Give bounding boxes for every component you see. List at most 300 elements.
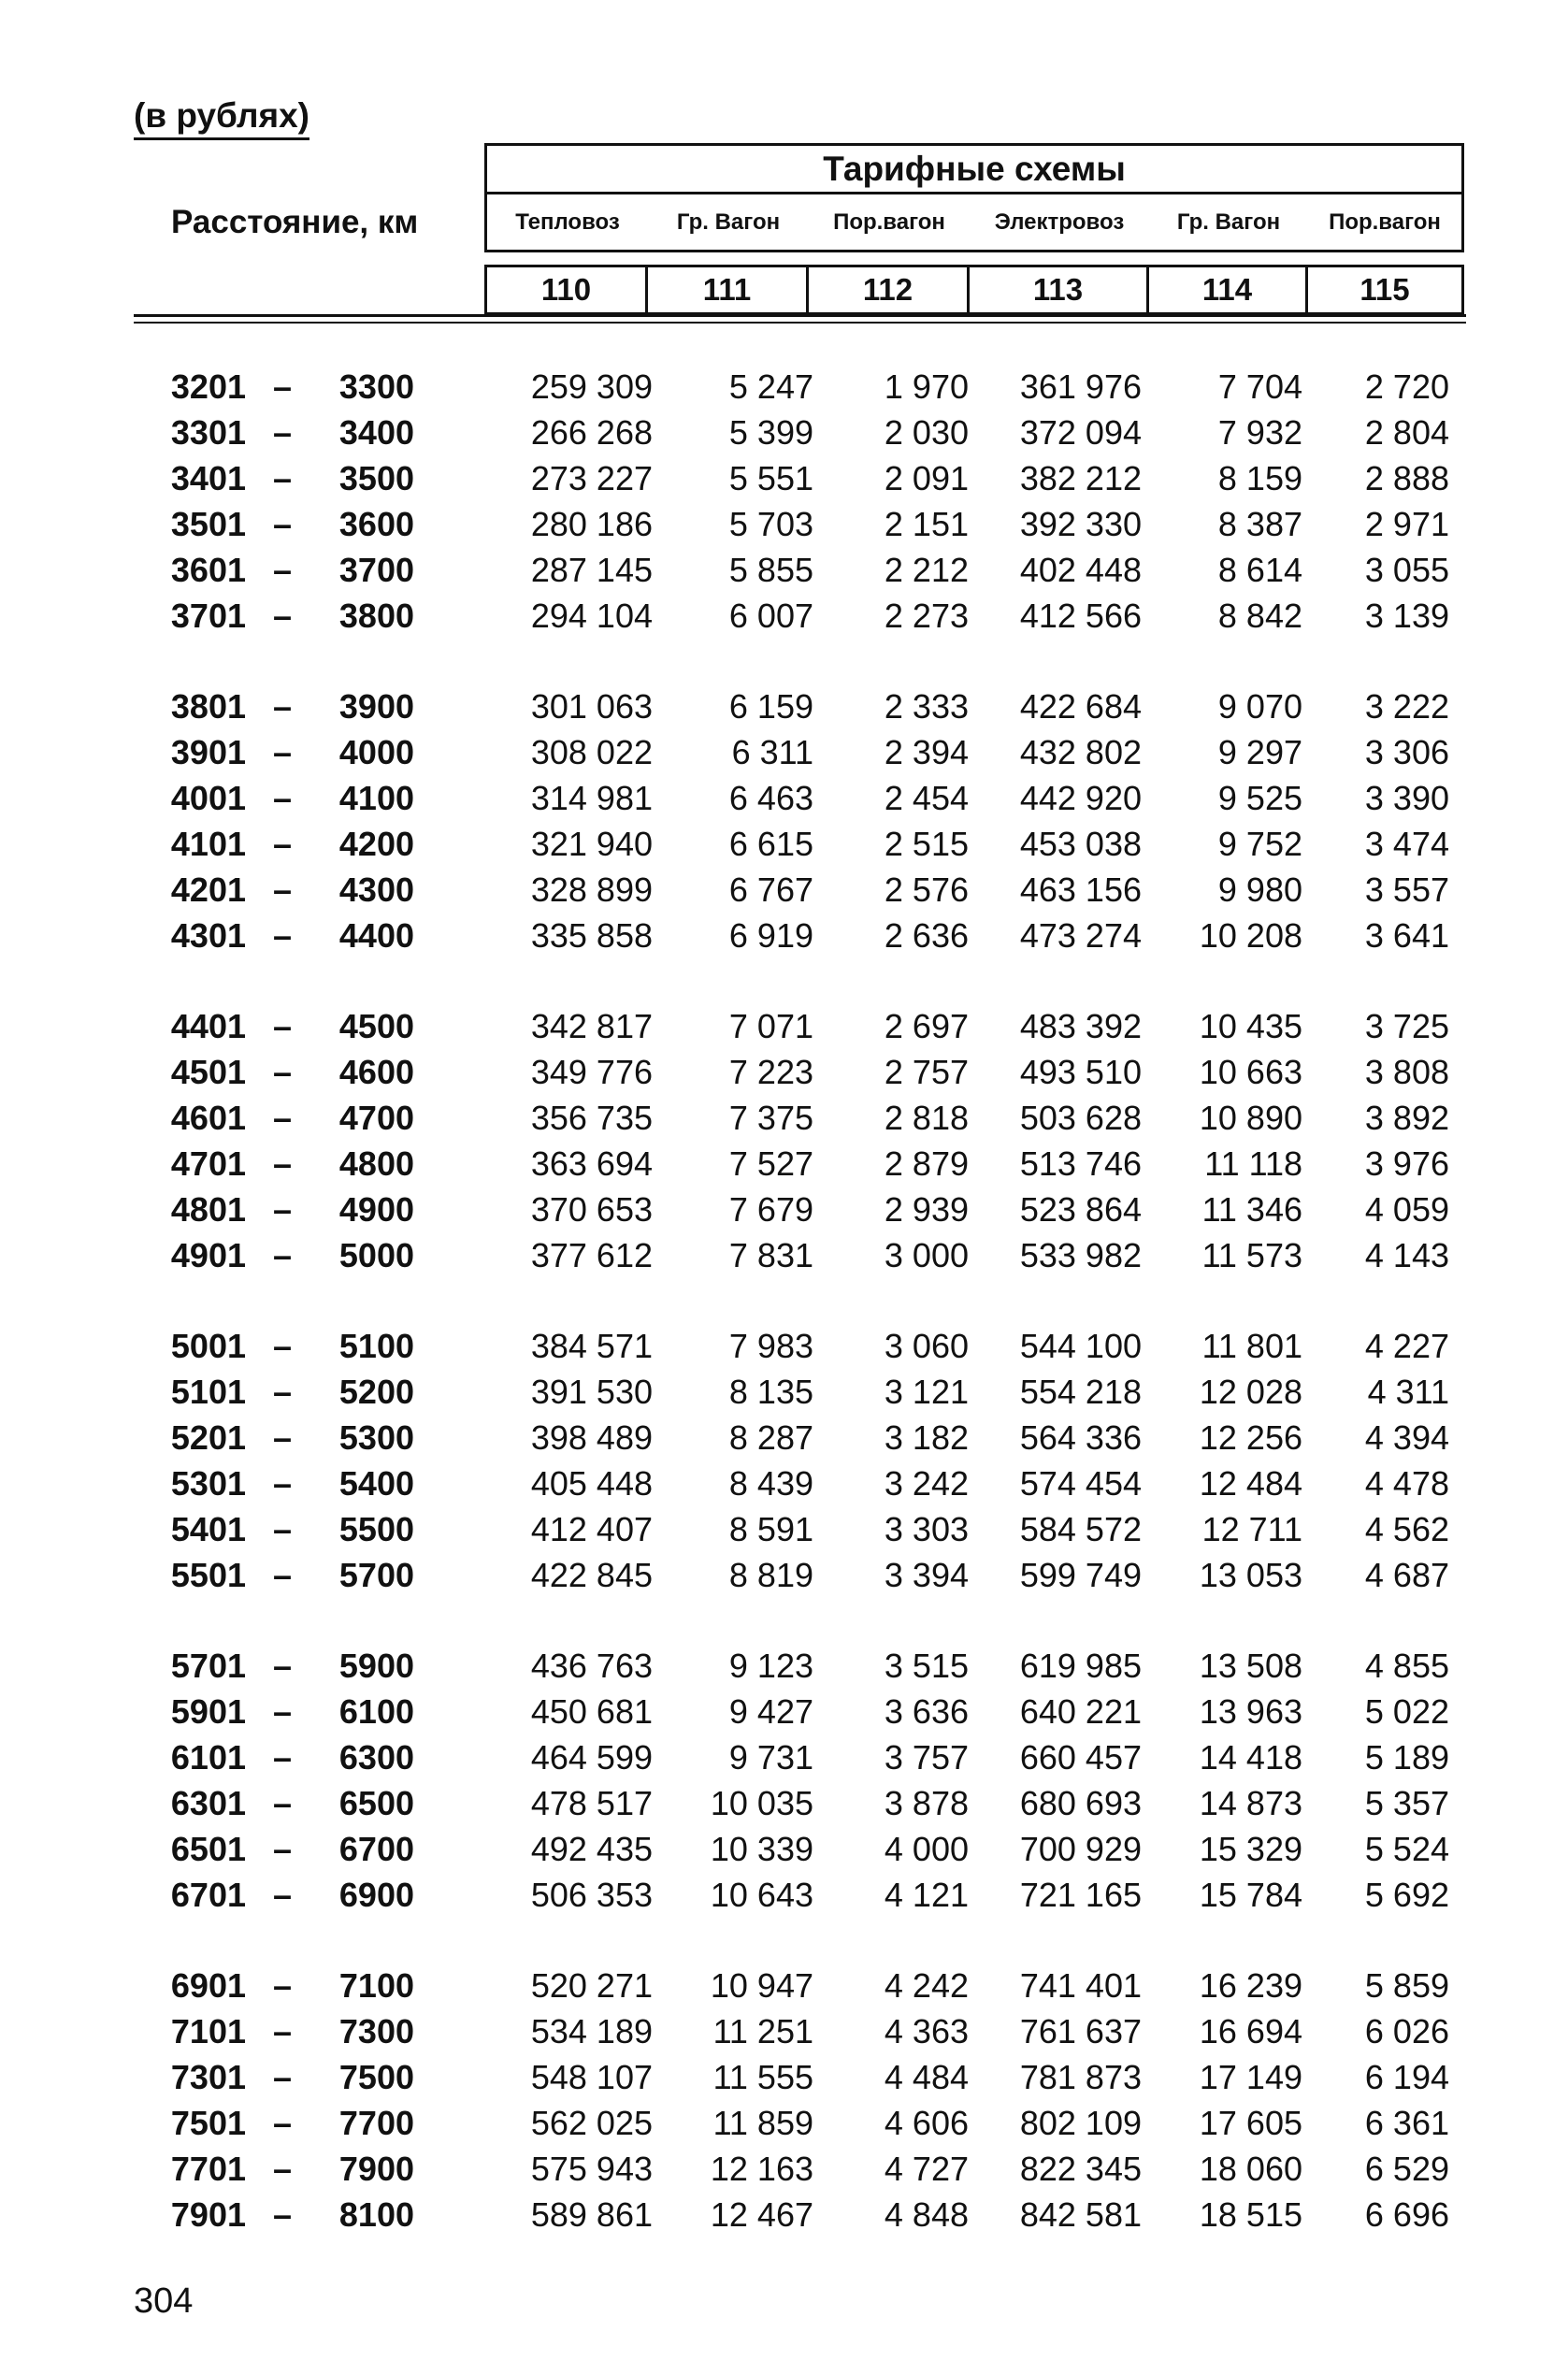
table-row	[134, 410, 1466, 455]
distance-to: 7900	[338, 2149, 414, 2188]
unit-note: (в рублях)	[134, 96, 309, 140]
tariff-value: 5 399	[728, 412, 813, 452]
tariff-value: 2 576	[884, 870, 969, 909]
tariff-value: 2 804	[1364, 412, 1449, 452]
distance-to: 3800	[338, 596, 414, 635]
distance-from: 3201	[170, 367, 246, 406]
tariff-value: 412 407	[530, 1509, 653, 1548]
tariff-value: 533 982	[1019, 1235, 1142, 1274]
range-dash: –	[272, 1737, 293, 1777]
tariff-value: 3 725	[1364, 1006, 1449, 1045]
tariff-value: 10 035	[710, 1783, 813, 1822]
distance-from: 6701	[170, 1875, 246, 1914]
tariff-value: 8 159	[1217, 458, 1302, 497]
tariff-value: 335 858	[530, 915, 653, 955]
distance-to: 7500	[338, 2057, 414, 2096]
scheme-name: Пор.вагон	[1329, 209, 1441, 235]
tariff-value: 8 819	[728, 1555, 813, 1594]
row-group	[134, 1643, 1466, 1918]
tariff-value: 370 653	[530, 1189, 653, 1229]
tariff-value: 2 454	[884, 778, 969, 817]
tariff-value: 6 026	[1364, 2011, 1449, 2050]
distance-from: 4101	[170, 824, 246, 863]
tariff-value: 464 599	[530, 1737, 653, 1777]
tariff-value: 13 963	[1199, 1691, 1302, 1731]
tariff-value: 8 614	[1217, 550, 1302, 589]
tariff-value: 453 038	[1019, 824, 1142, 863]
tariff-value: 2 697	[884, 1006, 969, 1045]
tariff-value: 4 606	[884, 2103, 969, 2142]
tariff-value: 478 517	[530, 1783, 653, 1822]
tariff-value: 599 749	[1019, 1555, 1142, 1594]
tariff-value: 6 463	[728, 778, 813, 817]
tariff-value: 506 353	[530, 1875, 653, 1914]
table-row	[134, 2100, 1466, 2146]
distance-from: 7901	[170, 2194, 246, 2234]
tariff-value: 2 515	[884, 824, 969, 863]
tariff-value: 10 947	[710, 1965, 813, 2005]
tariff-value: 15 329	[1199, 1829, 1302, 1868]
table-row	[134, 683, 1466, 729]
tariff-value: 377 612	[530, 1235, 653, 1274]
distance-from: 5201	[170, 1417, 246, 1457]
tariff-value: 8 842	[1217, 596, 1302, 635]
tariff-value: 619 985	[1019, 1646, 1142, 1685]
table-row	[134, 1369, 1466, 1415]
range-dash: –	[272, 824, 293, 863]
tariff-value: 287 145	[530, 550, 653, 589]
tariff-value: 503 628	[1019, 1098, 1142, 1137]
distance-from: 7301	[170, 2057, 246, 2096]
range-dash: –	[272, 2149, 293, 2188]
tariff-value: 7 983	[728, 1326, 813, 1365]
distance-from: 3701	[170, 596, 246, 635]
tariff-value: 548 107	[530, 2057, 653, 2096]
distance-to: 4300	[338, 870, 414, 909]
range-dash: –	[272, 2103, 293, 2142]
distance-to: 3400	[338, 412, 414, 452]
table-row	[134, 1780, 1466, 1826]
tariff-value: 842 581	[1019, 2194, 1142, 2234]
tariff-value: 9 525	[1217, 778, 1302, 817]
table-row	[134, 547, 1466, 593]
tariff-value: 2 394	[884, 732, 969, 771]
tariff-value: 6 767	[728, 870, 813, 909]
distance-to: 6700	[338, 1829, 414, 1868]
tariff-value: 9 297	[1217, 732, 1302, 771]
tariff-value: 14 873	[1199, 1783, 1302, 1822]
tariff-value: 15 784	[1199, 1875, 1302, 1914]
tariff-value: 356 735	[530, 1098, 653, 1137]
tariff-value: 12 256	[1199, 1417, 1302, 1457]
scheme-code: 113	[970, 267, 1149, 312]
distance-to: 7300	[338, 2011, 414, 2050]
tariff-value: 402 448	[1019, 550, 1142, 589]
scheme-name: Гр. Вагон	[1176, 209, 1281, 235]
tariff-value: 3 182	[884, 1417, 969, 1457]
distance-to: 7700	[338, 2103, 414, 2142]
tariff-value: 9 980	[1217, 870, 1302, 909]
tariff-value: 4 059	[1364, 1189, 1449, 1229]
tariff-value: 2 971	[1364, 504, 1449, 543]
row-group	[134, 683, 1466, 958]
tariff-value: 4 227	[1364, 1326, 1449, 1365]
tariff-value: 321 940	[530, 824, 653, 863]
tariff-value: 523 864	[1019, 1189, 1142, 1229]
tariff-value: 392 330	[1019, 504, 1142, 543]
distance-from: 4701	[170, 1144, 246, 1183]
tariff-value: 9 752	[1217, 824, 1302, 863]
distance-from: 4401	[170, 1006, 246, 1045]
tariff-value: 363 694	[530, 1144, 653, 1183]
tariff-value: 372 094	[1019, 412, 1142, 452]
range-dash: –	[272, 1417, 293, 1457]
range-dash: –	[272, 596, 293, 635]
distance-from: 3301	[170, 412, 246, 452]
range-dash: –	[272, 1509, 293, 1548]
tariff-value: 10 890	[1199, 1098, 1302, 1137]
tariff-value: 2 939	[884, 1189, 969, 1229]
tariff-value: 5 703	[728, 504, 813, 543]
table-row	[134, 1689, 1466, 1734]
row-group	[134, 1323, 1466, 1598]
tariff-value: 10 435	[1199, 1006, 1302, 1045]
tariff-value: 3 557	[1364, 870, 1449, 909]
row-group	[134, 1963, 1466, 2237]
tariff-value: 575 943	[530, 2149, 653, 2188]
range-dash: –	[272, 1098, 293, 1137]
tariff-value: 7 831	[728, 1235, 813, 1274]
table-row	[134, 1141, 1466, 1187]
tariff-value: 3 306	[1364, 732, 1449, 771]
table-row	[134, 913, 1466, 958]
table-row	[134, 501, 1466, 547]
distance-from: 3601	[170, 550, 246, 589]
distance-to: 5300	[338, 1417, 414, 1457]
tariff-value: 7 527	[728, 1144, 813, 1183]
tariff-value: 6 615	[728, 824, 813, 863]
tariff-value: 450 681	[530, 1691, 653, 1731]
tariff-value: 544 100	[1019, 1326, 1142, 1365]
distance-from: 7501	[170, 2103, 246, 2142]
tariff-value: 2 636	[884, 915, 969, 955]
table-row	[134, 1963, 1466, 2008]
tariff-value: 11 118	[1204, 1144, 1302, 1183]
range-dash: –	[272, 1875, 293, 1914]
table-row	[134, 775, 1466, 821]
range-dash: –	[272, 458, 293, 497]
tariff-value: 492 435	[530, 1829, 653, 1868]
scheme-code: 115	[1359, 272, 1410, 307]
tariff-value: 11 346	[1201, 1189, 1302, 1229]
distance-to: 5500	[338, 1509, 414, 1548]
tariff-value: 405 448	[530, 1463, 653, 1503]
range-dash: –	[272, 1372, 293, 1411]
tariff-value: 412 566	[1019, 596, 1142, 635]
table-row	[134, 1187, 1466, 1232]
tariff-value: 13 508	[1199, 1646, 1302, 1685]
tariff-value: 5 022	[1364, 1691, 1449, 1731]
range-dash: –	[272, 870, 293, 909]
range-dash: –	[272, 1691, 293, 1731]
tariff-value: 2 720	[1364, 367, 1449, 406]
distance-from: 4201	[170, 870, 246, 909]
tariff-value: 2 212	[884, 550, 969, 589]
distance-from: 5001	[170, 1326, 246, 1365]
tariff-value: 3 139	[1364, 596, 1449, 635]
tariff-value: 13 053	[1199, 1555, 1302, 1594]
tariff-value: 3 976	[1364, 1144, 1449, 1183]
tariff-value: 2 273	[884, 596, 969, 635]
scheme-code: 110	[487, 267, 648, 312]
tariff-value: 5 189	[1364, 1737, 1449, 1777]
tariff-value: 5 692	[1364, 1875, 1449, 1914]
tariff-value: 18 515	[1199, 2194, 1302, 2234]
distance-from: 4501	[170, 1052, 246, 1091]
tariff-value: 5 247	[728, 367, 813, 406]
tariff-value: 301 063	[530, 686, 653, 726]
tariff-value: 6 194	[1364, 2057, 1449, 2096]
range-dash: –	[272, 1235, 293, 1274]
tariff-value: 781 873	[1019, 2057, 1142, 2096]
tariff-value: 7 375	[728, 1098, 813, 1137]
distance-from: 3501	[170, 504, 246, 543]
tariff-value: 10 663	[1199, 1052, 1302, 1091]
scheme-name: Пор.вагон	[833, 209, 945, 235]
tariff-value: 4 242	[884, 1965, 969, 2005]
tariff-value: 342 817	[530, 1006, 653, 1045]
table-row	[134, 867, 1466, 913]
tariff-value: 266 268	[530, 412, 653, 452]
tariff-value: 554 218	[1019, 1372, 1142, 1411]
tariff-value: 6 696	[1364, 2194, 1449, 2234]
tariff-value: 6 361	[1364, 2103, 1449, 2142]
table-row	[134, 1232, 1466, 1278]
tariff-value: 4 121	[884, 1875, 969, 1914]
header-rule	[134, 314, 1466, 317]
tariff-value: 16 694	[1199, 2011, 1302, 2050]
range-dash: –	[272, 1555, 293, 1594]
tariff-value: 3 390	[1364, 778, 1449, 817]
row-group	[134, 1003, 1466, 1278]
range-dash: –	[272, 504, 293, 543]
table-row	[134, 1826, 1466, 1872]
tariff-value: 422 845	[530, 1555, 653, 1594]
tariff-value: 16 239	[1199, 1965, 1302, 2005]
tariff-value: 3 808	[1364, 1052, 1449, 1091]
tariff-value: 259 309	[530, 367, 653, 406]
tariff-value: 4 687	[1364, 1555, 1449, 1594]
tariff-value: 11 555	[712, 2057, 813, 2096]
range-dash: –	[272, 778, 293, 817]
distance-from: 4601	[170, 1098, 246, 1137]
tariff-value: 574 454	[1019, 1463, 1142, 1503]
distance-to: 3900	[338, 686, 414, 726]
distance-to: 5400	[338, 1463, 414, 1503]
tariff-value: 700 929	[1019, 1829, 1142, 1868]
tariff-value: 12 163	[710, 2149, 813, 2188]
range-dash: –	[272, 686, 293, 726]
table-row	[134, 1734, 1466, 1780]
distance-to: 3600	[338, 504, 414, 543]
tariff-value: 721 165	[1019, 1875, 1142, 1914]
tariff-value: 520 271	[530, 1965, 653, 2005]
table-row	[134, 1095, 1466, 1141]
table-row	[134, 821, 1466, 867]
tariff-value: 9 123	[728, 1646, 813, 1685]
tariff-value: 6 919	[728, 915, 813, 955]
tariff-value: 10 643	[710, 1875, 813, 1914]
distance-to: 4200	[338, 824, 414, 863]
range-dash: –	[272, 367, 293, 406]
tariff-value: 10 208	[1199, 915, 1302, 955]
tariff-value: 2 757	[884, 1052, 969, 1091]
tariff-value: 3 055	[1364, 550, 1449, 589]
distance-to: 6900	[338, 1875, 414, 1914]
tariff-value: 18 060	[1199, 2149, 1302, 2188]
tariff-value: 3 121	[884, 1372, 969, 1411]
tariff-value: 564 336	[1019, 1417, 1142, 1457]
tariff-value: 584 572	[1019, 1509, 1142, 1548]
tariff-value: 761 637	[1019, 2011, 1142, 2050]
tariff-value: 349 776	[530, 1052, 653, 1091]
tariff-value: 9 427	[728, 1691, 813, 1731]
tariff-value: 3 060	[884, 1326, 969, 1365]
tariff-value: 432 802	[1019, 732, 1142, 771]
tariff-value: 7 223	[728, 1052, 813, 1091]
tariff-value: 2 879	[884, 1144, 969, 1183]
schemes-title: Тарифные схемы	[823, 150, 1126, 188]
tariff-value: 534 189	[530, 2011, 653, 2050]
distance-from: 6901	[170, 1965, 246, 2005]
tariff-value: 660 457	[1019, 1737, 1142, 1777]
tariff-value: 3 222	[1364, 686, 1449, 726]
tariff-value: 2 091	[884, 458, 969, 497]
tariff-value: 382 212	[1019, 458, 1142, 497]
tariff-value: 3 878	[884, 1783, 969, 1822]
tariff-value: 640 221	[1019, 1691, 1142, 1731]
distance-to: 4500	[338, 1006, 414, 1045]
tariff-value: 2 888	[1364, 458, 1449, 497]
table-row	[134, 2054, 1466, 2100]
range-dash: –	[272, 1326, 293, 1365]
distance-to: 5700	[338, 1555, 414, 1594]
tariff-value: 589 861	[530, 2194, 653, 2234]
distance-from: 7701	[170, 2149, 246, 2188]
range-dash: –	[272, 732, 293, 771]
table-row	[134, 1872, 1466, 1918]
tariff-value: 4 562	[1364, 1509, 1449, 1548]
tariff-value: 562 025	[530, 2103, 653, 2142]
tariff-value: 4 855	[1364, 1646, 1449, 1685]
scheme-code: 112	[809, 267, 970, 312]
distance-from: 3801	[170, 686, 246, 726]
tariff-value: 436 763	[530, 1646, 653, 1685]
tariff-value: 483 392	[1019, 1006, 1142, 1045]
table-row	[134, 2008, 1466, 2054]
distance-from: 5101	[170, 1372, 246, 1411]
table-row	[134, 2146, 1466, 2192]
distance-from: 4901	[170, 1235, 246, 1274]
distance-to: 4000	[338, 732, 414, 771]
distance-to: 6500	[338, 1783, 414, 1822]
table-row	[134, 1323, 1466, 1369]
tariff-value: 9 070	[1217, 686, 1302, 726]
table-row	[134, 593, 1466, 639]
tariff-value: 3 242	[884, 1463, 969, 1503]
tariff-value: 473 274	[1019, 915, 1142, 955]
distance-to: 6300	[338, 1737, 414, 1777]
tariff-value: 8 135	[728, 1372, 813, 1411]
scheme-name: Тепловоз	[515, 209, 620, 235]
distance-from: 5901	[170, 1691, 246, 1731]
range-dash: –	[272, 1965, 293, 2005]
schemes-title-box	[484, 143, 1464, 192]
distance-from: 5701	[170, 1646, 246, 1685]
tariff-value: 5 357	[1364, 1783, 1449, 1822]
table-row	[134, 1552, 1466, 1598]
tariff-value: 4 000	[884, 1829, 969, 1868]
tariff-value: 11 251	[712, 2011, 813, 2050]
tariff-value: 4 311	[1367, 1372, 1449, 1411]
range-dash: –	[272, 1646, 293, 1685]
distance-from: 6101	[170, 1737, 246, 1777]
tariff-value: 398 489	[530, 1417, 653, 1457]
tariff-value: 802 109	[1019, 2103, 1142, 2142]
tariff-value: 422 684	[1019, 686, 1142, 726]
page-number: 304	[134, 2281, 194, 2321]
distance-from: 5401	[170, 1509, 246, 1548]
distance-to: 8100	[338, 2194, 414, 2234]
distance-column-label: Расстояние, км	[171, 204, 419, 240]
distance-from: 7101	[170, 2011, 246, 2050]
distance-from: 4001	[170, 778, 246, 817]
scheme-names-row	[484, 192, 1464, 252]
tariff-value: 4 478	[1364, 1463, 1449, 1503]
tariff-value: 463 156	[1019, 870, 1142, 909]
tariff-value: 7 704	[1217, 367, 1302, 406]
tariff-value: 3 474	[1364, 824, 1449, 863]
row-group	[134, 364, 1466, 639]
tariff-value: 294 104	[530, 596, 653, 635]
distance-to: 5200	[338, 1372, 414, 1411]
table-row	[134, 1643, 1466, 1689]
distance-to: 6100	[338, 1691, 414, 1731]
header-rule	[134, 322, 1466, 324]
distance-to: 4800	[338, 1144, 414, 1183]
distance-to: 5000	[338, 1235, 414, 1274]
tariff-value: 308 022	[530, 732, 653, 771]
distance-from: 5301	[170, 1463, 246, 1503]
range-dash: –	[272, 2194, 293, 2234]
tariff-value: 6 529	[1364, 2149, 1449, 2188]
distance-to: 4900	[338, 1189, 414, 1229]
range-dash: –	[272, 1052, 293, 1091]
tariff-value: 314 981	[530, 778, 653, 817]
tariff-value: 3 303	[884, 1509, 969, 1548]
distance-from: 4301	[170, 915, 246, 955]
scheme-name: Гр. Вагон	[676, 209, 781, 235]
tariff-value: 1 970	[884, 367, 969, 406]
tariff-table-body	[134, 364, 1466, 2282]
table-row	[134, 455, 1466, 501]
tariff-value: 3 394	[884, 1555, 969, 1594]
tariff-value: 5 551	[728, 458, 813, 497]
tariff-value: 6 007	[728, 596, 813, 635]
tariff-value: 5 859	[1364, 1965, 1449, 2005]
tariff-value: 280 186	[530, 504, 653, 543]
range-dash: –	[272, 1829, 293, 1868]
